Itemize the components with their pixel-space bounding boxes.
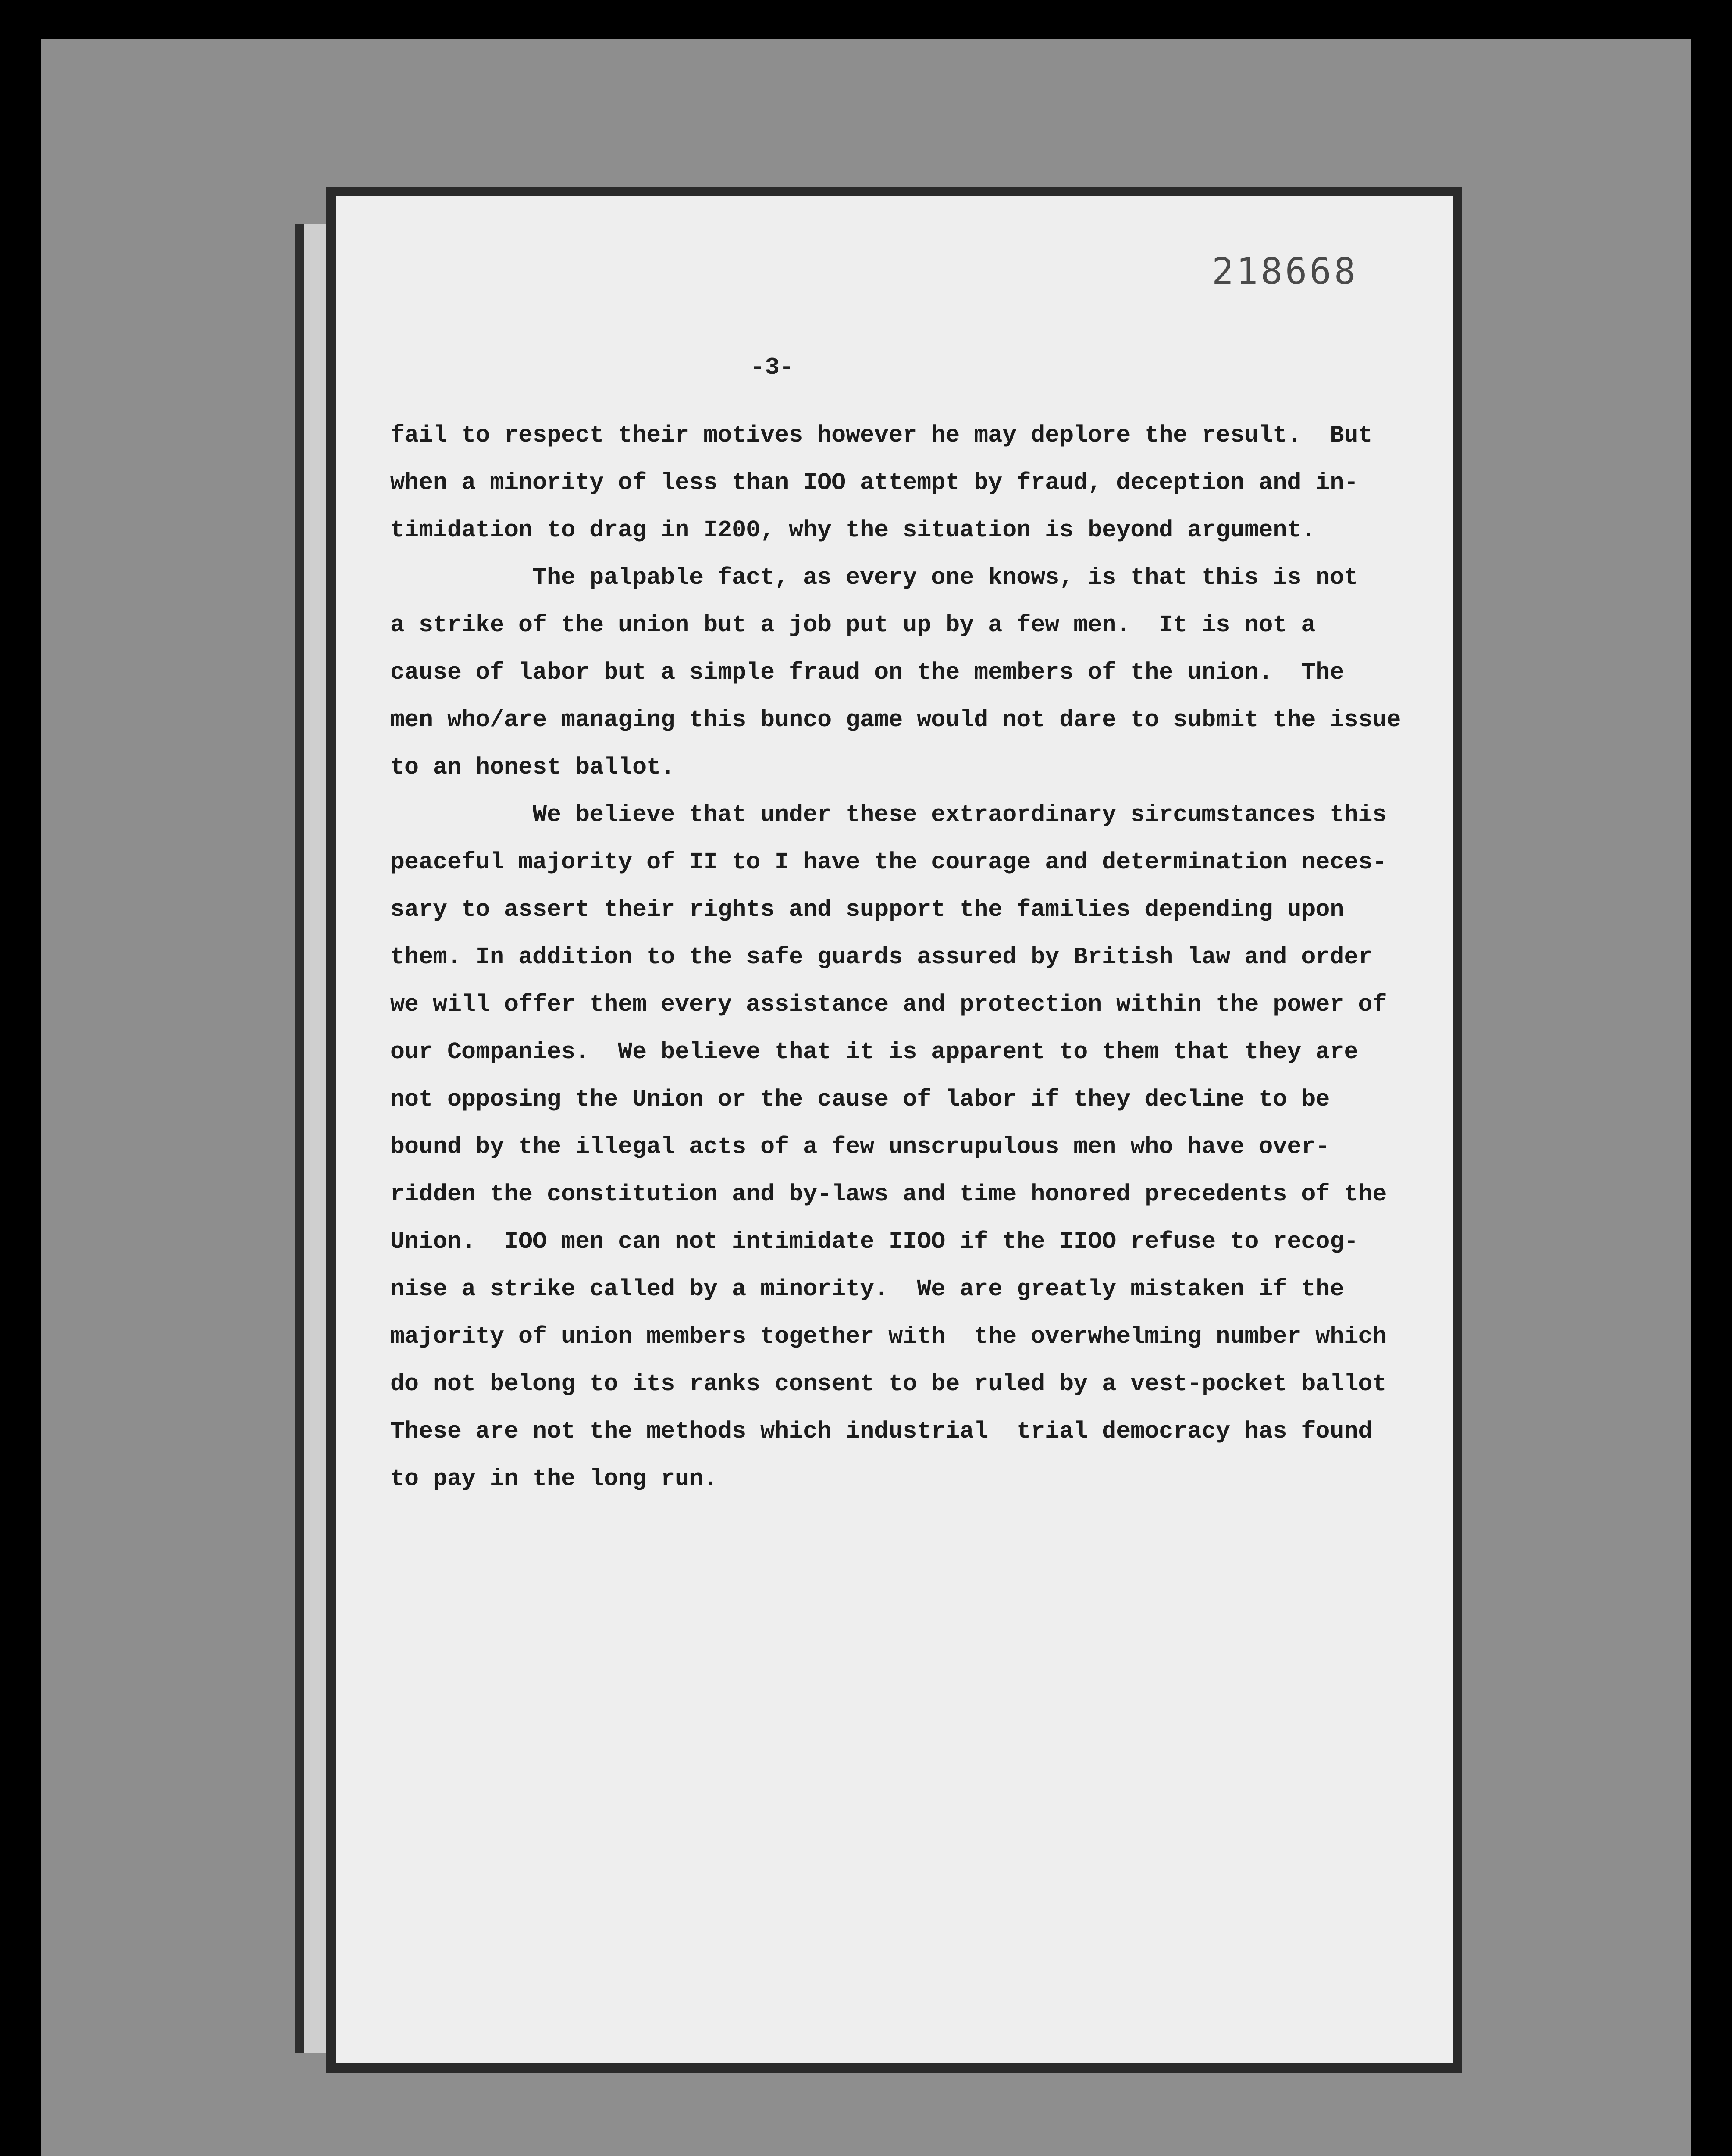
page-number-stamp: 218668 bbox=[1212, 250, 1359, 292]
text-line: timidation to drag in I200, why the situation is beyond argument. bbox=[390, 517, 1316, 544]
text-line: sary to assert their rights and support the families depending upon bbox=[390, 896, 1344, 923]
text-line: them. In addition to the safe guards assured by British law and order bbox=[390, 943, 1373, 971]
typed-letter-body bbox=[390, 412, 1417, 1503]
text-line: majority of union members together with the overwhelming number which bbox=[390, 1323, 1387, 1350]
text-line: when a minority of less than IOO attempt by fraud, deception and in- bbox=[390, 469, 1359, 496]
text-line: our Companies. We believe that it is apparent to them that they are bbox=[390, 1038, 1359, 1065]
text-line: We believe that under these extraordinary sircumstances this bbox=[390, 801, 1387, 828]
text-line: ridden the constitution and by-laws and time honored precedents of the bbox=[390, 1181, 1387, 1208]
text-line: peaceful majority of II to I have the courage and determination neces- bbox=[390, 849, 1387, 876]
text-line: men who/are managing this bunco game would not dare to submit the issue bbox=[390, 706, 1401, 733]
text-line: bound by the illegal acts of a few unscrupulous men who have over- bbox=[390, 1133, 1330, 1160]
text-line: fail to respect their motives however he may deplore the result. But bbox=[390, 422, 1373, 449]
text-line: to pay in the long run. bbox=[390, 1465, 718, 1492]
text-line: cause of labor but a simple fraud on the members of the union. The bbox=[390, 659, 1344, 686]
text-line: nise a strike called by a minority. We are greatly mistaken if the bbox=[390, 1275, 1344, 1303]
text-line: do not belong to its ranks consent to be ruled by a vest-pocket ballot bbox=[390, 1370, 1387, 1398]
text-line: we will offer them every assistance and protection within the power of bbox=[390, 991, 1387, 1018]
text-line: Union. IOO men can not intimidate IIOO if the IIOO refuse to recog- bbox=[390, 1228, 1359, 1255]
text-line: to an honest ballot. bbox=[390, 754, 675, 781]
text-line: The palpable fact, as every one knows, is that this is not bbox=[390, 564, 1359, 591]
page-folio: -3- bbox=[750, 354, 794, 381]
text-line: a strike of the union but a job put up by a few men. It is not a bbox=[390, 611, 1316, 639]
text-line: not opposing the Union or the cause of labor if they decline to be bbox=[390, 1086, 1330, 1113]
text-line: These are not the methods which industrial trial democracy has found bbox=[390, 1418, 1373, 1445]
